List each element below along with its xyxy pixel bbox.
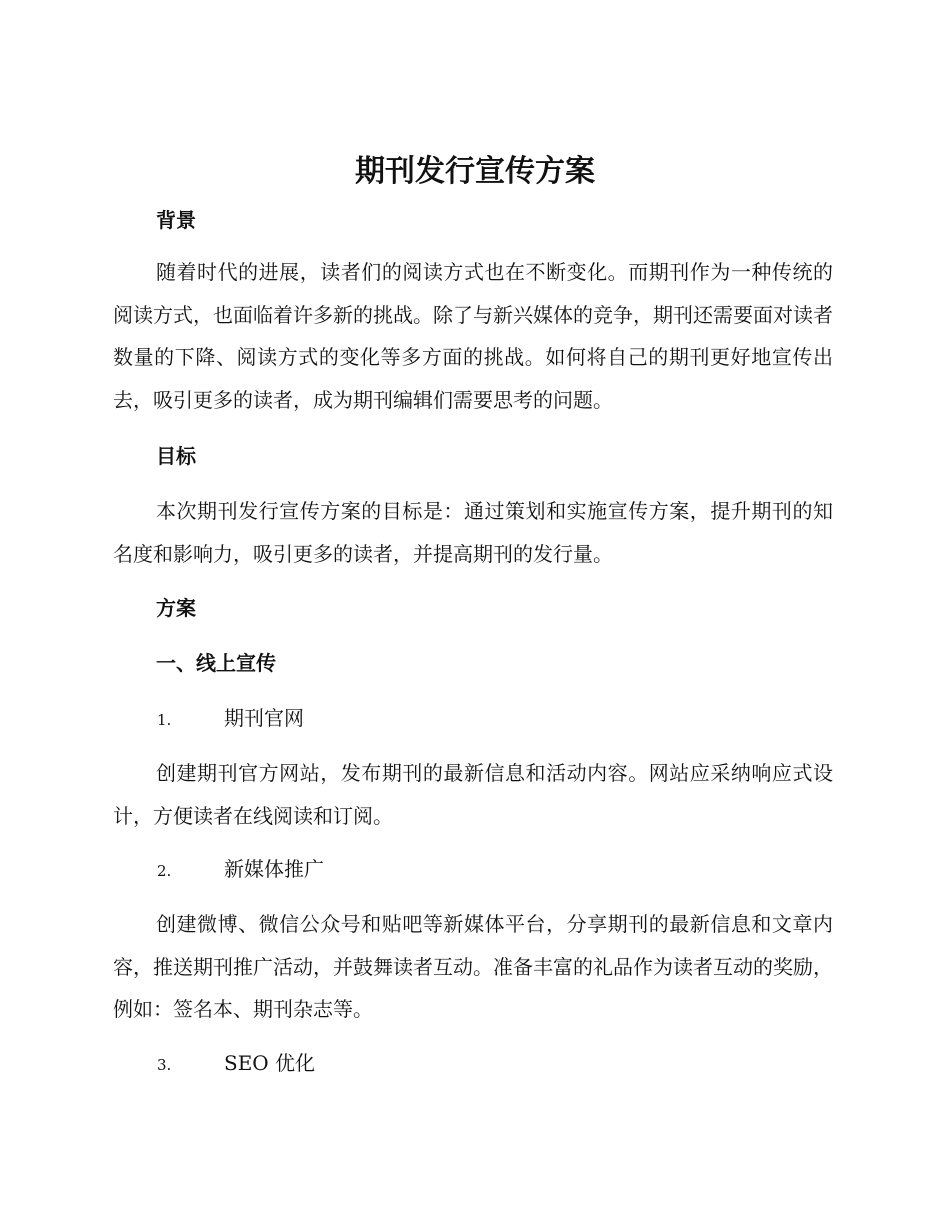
document-title: 期刊发行宣传方案 <box>355 154 595 189</box>
list-item-number: 3. <box>157 1056 172 1074</box>
list-item-official-site <box>157 703 304 735</box>
section-heading-background: 背景 <box>156 208 196 232</box>
list-item-number: 2. <box>157 862 172 880</box>
paragraph-goal: 本次期刊发行宣传方案的目标是：通过策划和实施宣传方案，提升期刊的知名度和影响力，吸引更多的读者，并提高期刊的发行量。 <box>113 499 833 566</box>
paragraph-background: 随着时代的进展，读者们的阅读方式也在不断变化。而期刊作为一种传统的阅读方式，也面临着许多新的挑战。除了与新兴媒体的竞争，期刊还需要面对读者数量的下降、阅读方式的变化等多方面的挑战。如何将自己的期刊更好地宣传出去，吸引更多的读者，成为期刊编辑们需要思考的问题。 <box>113 260 833 412</box>
section-heading-plan: 方案 <box>156 596 196 620</box>
subsection-heading-online: 一、线上宣传 <box>156 651 276 675</box>
paragraph-new-media: 创建微博、微信公众号和贴吧等新媒体平台，分享期刊的最新信息和文章内容，推送期刊推广活动，并鼓舞读者互动。准备丰富的礼品作为读者互动的奖励，例如：签名本、期刊杂志等。 <box>113 912 833 1021</box>
section-heading-goal: 目标 <box>156 444 196 468</box>
list-item-new-media <box>157 854 324 886</box>
list-item-title: SEO 优化 <box>224 1051 316 1075</box>
list-item-number: 1. <box>157 711 172 729</box>
list-item-seo <box>157 1048 315 1080</box>
list-item-title: 新媒体推广 <box>224 857 324 881</box>
list-item-title: 期刊官网 <box>224 706 304 730</box>
paragraph-official-site: 创建期刊官方网站，发布期刊的最新信息和活动内容。网站应采纳响应式设计，方便读者在线阅读和订阅。 <box>113 761 833 828</box>
